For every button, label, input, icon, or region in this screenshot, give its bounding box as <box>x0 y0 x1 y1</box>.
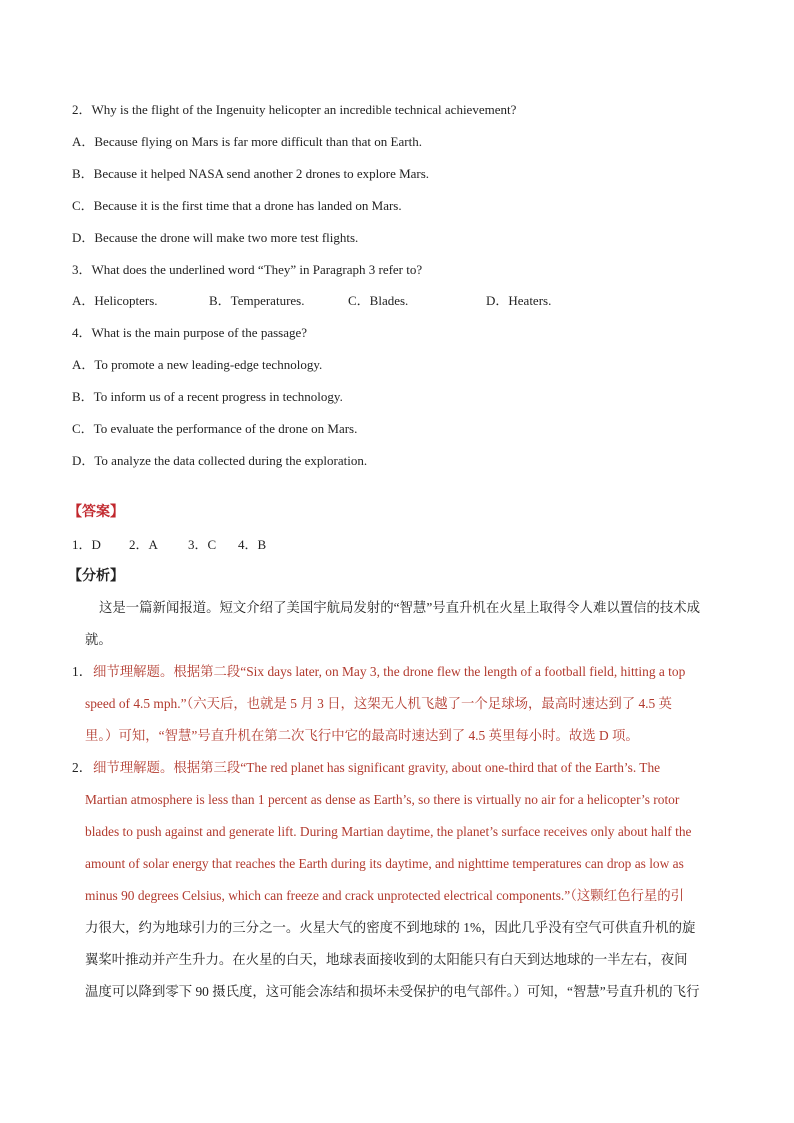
analysis-item-line: Martian atmosphere is less than 1 percent as dense as Earth’s, so there is virtually no air for a helicopter’s rotor <box>85 792 680 807</box>
q3-option-a: A．Helicopters. <box>72 293 158 308</box>
answer-heading: 【答案】 <box>68 505 124 520</box>
answer-item: 3．C <box>188 537 217 552</box>
analysis-item-line: 温度可以降到零下 90 摄氏度，这可能会冻结和损坏未受保护的电气部件。）可知，“智慧”号直升机的飞行 <box>85 984 700 999</box>
q4-option-c: C．To evaluate the performance of the drone on Mars. <box>72 421 358 436</box>
analysis-item-line: 里。）可知，“智慧”号直升机在第二次飞行中它的最高时速达到了 4.5 英里每小时。故选 D 项。 <box>85 728 639 743</box>
q2-option-b: B．Because it helped NASA send another 2 drones to explore Mars. <box>72 166 430 181</box>
analysis-item-number: 2． <box>72 760 93 775</box>
analysis-item-line: 翼桨叶推动并产生升力。在火星的白天，地球表面接收到的太阳能只有白天到达地球的一半左右，夜间 <box>85 952 688 967</box>
analysis-item-line: amount of solar energy that reaches the Earth during its daytime, and nighttime temperatures can drop as low as <box>85 856 684 871</box>
analysis-heading: 【分析】 <box>68 569 124 584</box>
q4-option-b: B．To inform us of a recent progress in technology. <box>72 389 343 404</box>
q2-option-c: C．Because it is the first time that a drone has landed on Mars. <box>72 198 402 213</box>
analysis-intro-line: 就。 <box>85 632 112 647</box>
analysis-item-line: blades to push against and generate lift. During Martian daytime, the planet’s surface receives only about half the <box>85 824 692 839</box>
analysis-item-line: 力很大，约为地球引力的三分之一。火星大气的密度不到地球的 1%，因此几乎没有空气可供直升机的旋 <box>85 920 696 935</box>
analysis-intro-line: 这是一篇新闻报道。短文介绍了美国宇航局发射的“智慧”号直升机在火星上取得令人难以置信的技术成 <box>99 600 701 615</box>
q2-stem: 2．Why is the flight of the Ingenuity helicopter an incredible technical achievement? <box>72 102 517 117</box>
answer-item: 4．B <box>238 537 267 552</box>
q3-option-c: C．Blades. <box>348 293 409 308</box>
q2-option-d: D．Because the drone will make two more test flights. <box>72 230 359 245</box>
analysis-item-line: minus 90 degrees Celsius, which can freeze and crack unprotected electrical components.”（这颗红色行星的引 <box>85 888 685 903</box>
analysis-item-number: 1． <box>72 664 93 679</box>
analysis-item-line: 细节理解题。根据第三段“The red planet has significant gravity, about one-third that of the Earth’s. The <box>93 760 661 775</box>
answer-list <box>72 537 266 553</box>
q4-option-d: D．To analyze the data collected during the exploration. <box>72 453 368 468</box>
answer-item: 2．A <box>129 537 158 552</box>
q4-option-a: A．To promote a new leading-edge technology. <box>72 357 323 372</box>
q3-stem: 3．What does the underlined word “They” in Paragraph 3 refer to? <box>72 262 423 277</box>
answer-item: 1．D <box>72 537 101 552</box>
analysis-item-line: 细节理解题。根据第二段“Six days later, on May 3, the drone flew the length of a football field, hitting a top <box>93 664 686 679</box>
q4-stem: 4．What is the main purpose of the passage? <box>72 325 308 340</box>
q3-option-b: B．Temperatures. <box>209 293 305 308</box>
q3-option-d: D．Heaters. <box>486 293 552 308</box>
analysis-item-line: speed of 4.5 mph.”（六天后，也就是 5 月 3 日，这架无人机飞越了一个足球场，最高时速达到了 4.5 英 <box>85 696 672 711</box>
q2-option-a: A．Because flying on Mars is far more difficult than that on Earth. <box>72 134 422 149</box>
